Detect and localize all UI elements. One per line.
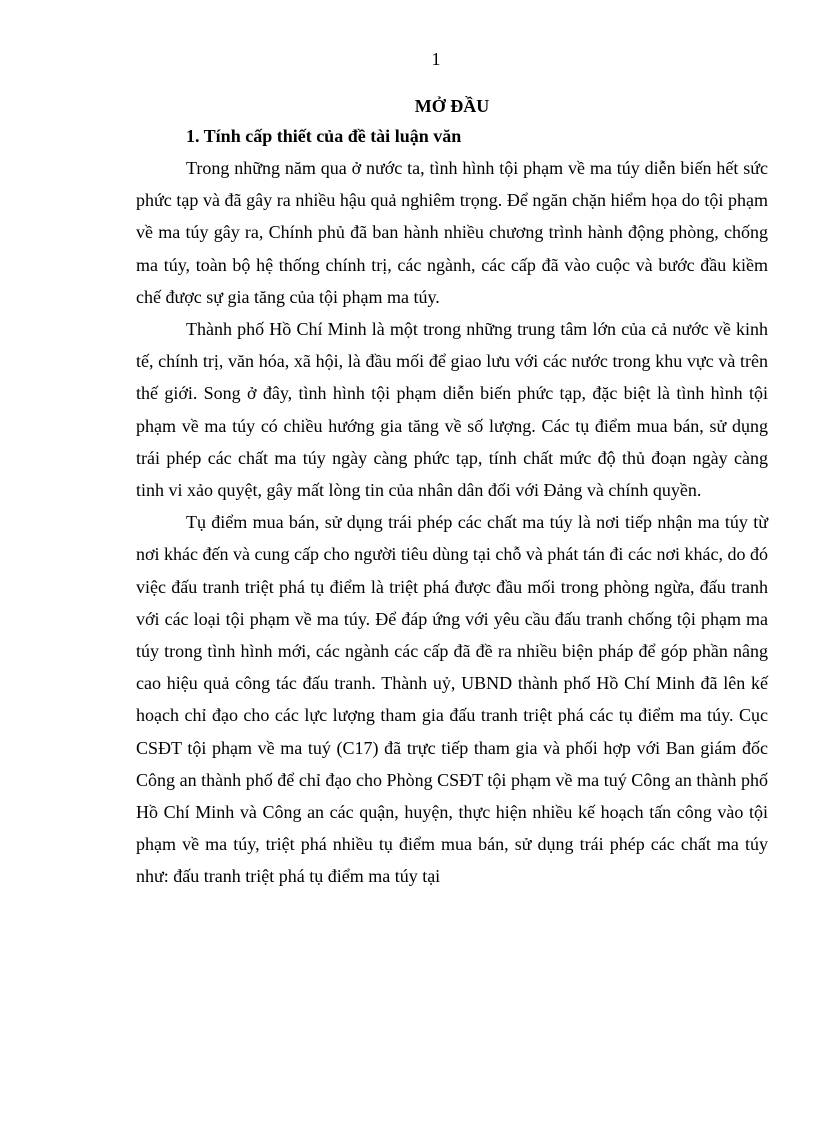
document-title: MỞ ĐẦU [414, 96, 490, 116]
document-body [136, 92, 768, 893]
page-number: 1 [431, 49, 441, 69]
paragraph: Thành phố Hồ Chí Minh là một trong những trung tâm lớn của cả nước về kinh tế, chính trị, văn hóa, xã hội, là đầu mối để giao lưu với các nước trong khu vực và trên thế giới. Song ở đây, tình hình tội phạm diễn biến phức tạp, đặc biệt là tình hình tội phạm về ma túy có chiều hướng gia tăng về số lượng. Các tụ điểm mua bán, sử dụng trái phép các chất ma túy ngày càng phức tạp, tính chất mức độ thủ đoạn ngày càng tinh vi xảo quyệt, gây mất lòng tin của nhân dân đối với Đảng và chính quyền. [136, 319, 768, 501]
section-heading: 1. Tính cấp thiết của đề tài luận văn [186, 126, 462, 146]
paragraph: Trong những năm qua ở nước ta, tình hình tội phạm về ma túy diễn biến hết sức phức tạp và đã gây ra nhiều hậu quả nghiêm trọng. Để ngăn chặn hiểm họa do tội phạm về ma túy gây ra, Chính phủ đã ban hành nhiều chương trình hành động phòng, chống ma túy, toàn bộ hệ thống chính trị, các ngành, các cấp đã vào cuộc và bước đầu kiềm chế được sự gia tăng của tội phạm ma túy. [136, 158, 768, 307]
paragraph: Tụ điểm mua bán, sử dụng trái phép các chất ma túy là nơi tiếp nhận ma túy từ nơi khác đến và cung cấp cho người tiêu dùng tại chỗ và phát tán đi các nơi khác, do đó việc đấu tranh triệt phá tụ điểm là triệt phá được đầu mối trong phòng ngừa, đấu tranh với các loại tội phạm về ma túy. Để đáp ứng với yêu cầu đấu tranh chống tội phạm ma túy trong tình hình mới, các ngành các cấp đã đề ra nhiều biện pháp để góp phần nâng cao hiệu quả công tác đấu tranh. Thành uỷ, UBND thành phố Hồ Chí Minh đã lên kế hoạch chỉ đạo cho các lực lượng tham gia đấu tranh triệt phá các tụ điểm ma túy. Cục CSĐT tội phạm về ma tuý (C17) đã trực tiếp tham gia và phối hợp với Ban giám đốc Công an thành phố để chỉ đạo cho Phòng CSĐT tội phạm về ma tuý Công an thành phố Hồ Chí Minh và Công an các quận, huyện, thực hiện nhiều kế hoạch tấn công vào tội phạm về ma túy, triệt phá nhiều tụ điểm mua bán, sử dụng trái phép các chất ma túy như: đấu tranh triệt phá tụ điểm ma túy tại [136, 512, 768, 887]
